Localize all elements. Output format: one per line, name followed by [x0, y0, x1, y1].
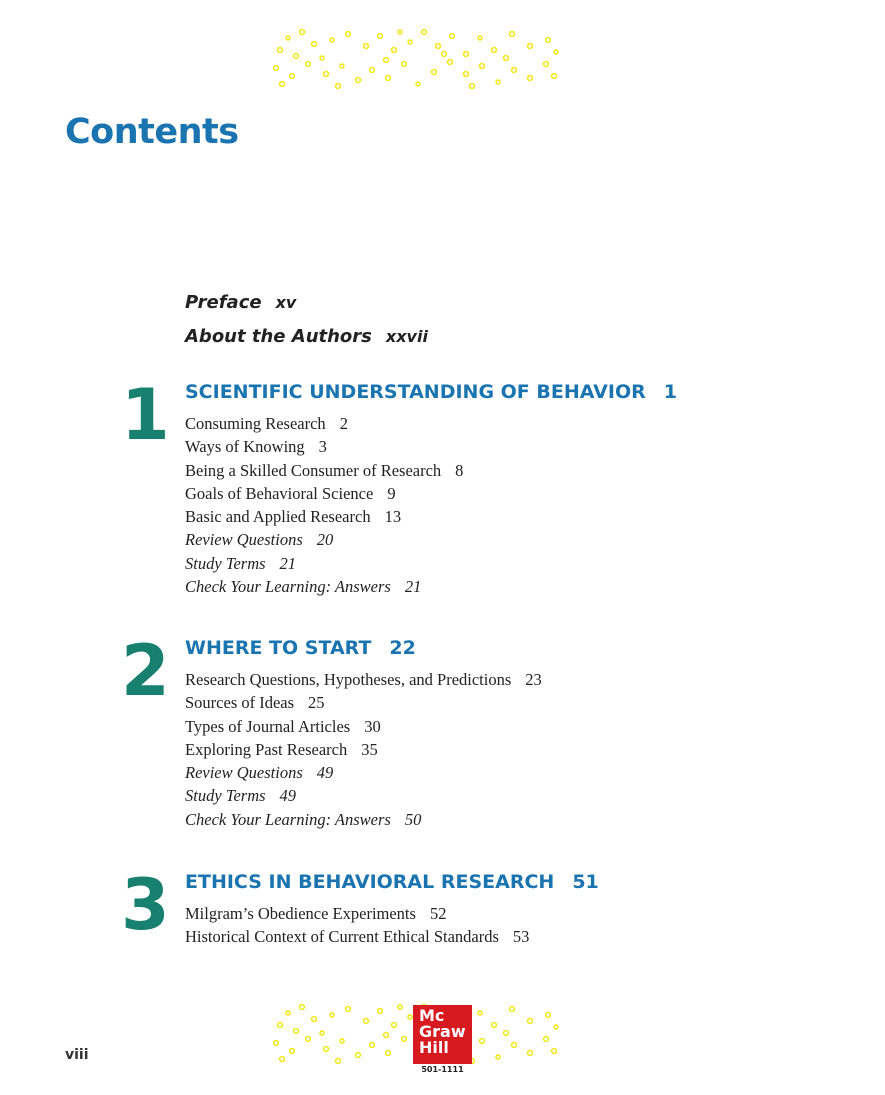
chapter-title-text: WHERE TO START	[185, 637, 372, 659]
decorative-dot	[324, 72, 329, 77]
decorative-dot	[340, 1039, 344, 1043]
chapter-title[interactable]	[185, 381, 677, 403]
toc-entry-review-questions[interactable]	[185, 761, 542, 784]
toc-entry[interactable]	[185, 459, 463, 482]
decorative-dot	[392, 1023, 397, 1028]
logo-line: Graw	[419, 1022, 466, 1041]
decorative-dot	[478, 1011, 482, 1015]
decorative-dot	[408, 40, 412, 44]
decorative-dot	[324, 1047, 329, 1052]
decorative-dot	[496, 80, 500, 84]
decorative-dot	[546, 1013, 551, 1018]
toc-entry-page: 8	[455, 460, 464, 480]
chapter-title[interactable]	[185, 871, 599, 893]
decorative-dot	[330, 38, 334, 42]
toc-entry-check-answers[interactable]	[185, 575, 463, 598]
toc-entry-label: Check Your Learning: Answers	[185, 577, 391, 597]
toc-entry-label: Types of Journal Articles	[185, 716, 351, 736]
toc-entry[interactable]	[185, 902, 529, 925]
decorative-dot	[312, 42, 317, 47]
decorative-dot	[280, 1057, 285, 1062]
decorative-dot	[320, 1031, 324, 1035]
chapter-entries	[185, 412, 463, 598]
decorative-dot	[470, 84, 475, 89]
decorative-dot	[378, 1009, 383, 1014]
decorative-dot	[278, 48, 283, 53]
toc-entry[interactable]	[185, 435, 463, 458]
toc-entry-study-terms[interactable]	[185, 552, 463, 575]
decorative-dot	[510, 32, 515, 37]
decorative-dot	[510, 1007, 515, 1012]
toc-entry-page: 30	[364, 716, 381, 736]
toc-entry-page: 49	[279, 786, 297, 806]
decorative-dot	[450, 34, 455, 39]
decorative-dot	[364, 1019, 369, 1024]
decorative-dot	[330, 1013, 334, 1017]
page-title: Contents	[65, 112, 239, 152]
front-matter-label: About the Authors	[185, 326, 372, 347]
publisher-logo	[413, 1005, 472, 1064]
decorative-dot	[480, 64, 485, 69]
logo-line: Hill	[419, 1038, 449, 1057]
toc-entry-label: Study Terms	[185, 553, 266, 573]
decorative-dot	[386, 76, 391, 81]
toc-entry-label: Review Questions	[185, 530, 303, 550]
toc-entry-page: 23	[525, 670, 542, 689]
toc-entry-label: Review Questions	[185, 763, 303, 783]
decorative-dot	[320, 56, 324, 60]
decorative-dot	[346, 1007, 351, 1012]
decorative-dot	[432, 70, 437, 75]
logo-line: Mc	[419, 1006, 445, 1025]
front-matter-label: Preface	[185, 292, 262, 313]
chapter-number: 2	[121, 630, 167, 712]
decorative-dot	[528, 1019, 533, 1024]
toc-entry-label: Exploring Past Research	[185, 739, 348, 759]
decorative-dot	[290, 74, 295, 79]
toc-entry-label: Basic and Applied Research	[185, 507, 371, 527]
toc-entry[interactable]	[185, 925, 529, 948]
toc-entry-page: 25	[308, 693, 325, 713]
decorative-dot	[346, 32, 351, 37]
decorative-dot	[402, 62, 407, 67]
toc-entry-review-questions[interactable]	[185, 528, 463, 551]
front-matter-page: xv	[275, 293, 297, 312]
toc-entry-label: Ways of Knowing	[185, 437, 305, 457]
decorative-dot	[464, 72, 469, 77]
decorative-dot	[286, 1011, 290, 1015]
decorative-dot	[336, 1059, 341, 1064]
decorative-dot	[478, 36, 482, 40]
page-number: viii	[65, 1047, 89, 1063]
decorative-dot	[528, 1051, 533, 1056]
front-matter-preface[interactable]	[185, 292, 296, 313]
decorative-dot	[442, 52, 447, 57]
decorative-dot	[398, 1005, 402, 1009]
decorative-dot	[306, 1037, 311, 1042]
toc-entry-label: Sources of Ideas	[185, 693, 295, 713]
decorative-dot	[286, 36, 290, 40]
decorative-dot	[290, 1049, 295, 1054]
decorative-dot	[552, 74, 557, 79]
decorative-dot	[528, 76, 533, 81]
decorative-dot	[340, 64, 344, 68]
decorative-dot	[544, 62, 549, 67]
decorative-dot	[512, 1043, 517, 1048]
toc-entry-label: Consuming Research	[185, 414, 326, 433]
toc-entry[interactable]	[185, 482, 463, 505]
decorative-dot	[436, 44, 441, 49]
decorative-dot	[544, 1037, 549, 1042]
logo-code: 501-1111	[421, 1065, 464, 1074]
decorative-dot-pattern-top	[268, 28, 560, 90]
toc-entry-page: 49	[316, 763, 334, 783]
toc-entry-study-terms[interactable]	[185, 784, 542, 807]
decorative-dot	[386, 1051, 391, 1056]
decorative-dot	[300, 30, 305, 35]
chapter-title-text: ETHICS IN BEHAVIORAL RESEARCH	[185, 871, 555, 893]
chapter-number: 1	[121, 374, 167, 456]
chapter-title-text: SCIENTIFIC UNDERSTANDING OF BEHAVIOR	[185, 381, 646, 403]
decorative-dot	[504, 56, 509, 61]
decorative-dot	[356, 1053, 361, 1058]
toc-entry-label: Research Questions, Hypotheses, and Predictions	[185, 670, 512, 689]
decorative-dot	[492, 48, 497, 53]
decorative-dot	[392, 48, 397, 53]
toc-entry[interactable]	[185, 412, 463, 435]
decorative-dot	[278, 1023, 283, 1028]
decorative-dot	[496, 1055, 500, 1059]
decorative-dot	[294, 54, 299, 59]
chapter-title[interactable]	[185, 637, 416, 659]
decorative-dot	[294, 1029, 299, 1034]
decorative-dot	[312, 1017, 317, 1022]
decorative-dot	[300, 1005, 305, 1010]
chapter-entries	[185, 902, 529, 949]
toc-entry-label: Milgram’s Obedience Experiments	[185, 904, 416, 923]
toc-entry[interactable]	[185, 738, 542, 761]
decorative-dot	[356, 78, 361, 83]
toc-entry-label: Goals of Behavioral Science	[185, 483, 374, 503]
toc-entry[interactable]	[185, 668, 542, 691]
decorative-dot	[384, 1033, 389, 1038]
toc-entry-page: 3	[318, 437, 327, 457]
decorative-dot	[370, 68, 375, 73]
toc-entry-label: Being a Skilled Consumer of Research	[185, 460, 442, 480]
toc-entry-label: Historical Context of Current Ethical Standards	[185, 927, 499, 947]
chapter-page: 1	[663, 381, 677, 403]
chapter-page: 22	[389, 637, 416, 659]
decorative-dot	[384, 58, 389, 63]
toc-entry-page: 21	[279, 553, 297, 573]
toc-entry-page: 50	[404, 809, 422, 829]
front-matter-page: xxvii	[385, 327, 428, 346]
toc-entry-label: Check Your Learning: Answers	[185, 809, 391, 829]
decorative-dot	[378, 34, 383, 39]
decorative-dot	[274, 66, 279, 71]
chapter-number: 3	[121, 864, 167, 946]
decorative-dot	[370, 1043, 375, 1048]
decorative-dot	[554, 1025, 558, 1029]
toc-entry-check-answers[interactable]	[185, 808, 542, 831]
chapter-page: 51	[572, 871, 599, 893]
decorative-dot	[402, 1037, 407, 1042]
decorative-dot	[398, 30, 402, 34]
decorative-dot	[546, 38, 551, 43]
decorative-dot	[504, 1031, 509, 1036]
decorative-dot	[492, 1023, 497, 1028]
toc-entry-page: 9	[387, 483, 396, 503]
toc-entry-label: Study Terms	[185, 786, 266, 806]
toc-entry-page: 13	[384, 507, 402, 527]
decorative-dot	[552, 1049, 557, 1054]
decorative-dot	[306, 62, 311, 67]
decorative-dot	[528, 44, 533, 49]
decorative-dot	[364, 44, 369, 49]
decorative-dot	[448, 60, 453, 65]
toc-entry[interactable]	[185, 505, 463, 528]
decorative-dot	[480, 1039, 485, 1044]
toc-entry-page: 21	[404, 577, 422, 597]
decorative-dot	[422, 30, 427, 35]
decorative-dot	[274, 1041, 279, 1046]
chapter-entries	[185, 668, 542, 831]
toc-entry[interactable]	[185, 691, 542, 714]
toc-entry-page: 20	[316, 530, 334, 550]
decorative-dot	[464, 52, 469, 57]
front-matter-about-authors[interactable]	[185, 326, 428, 347]
decorative-dot	[408, 1015, 412, 1019]
toc-entry-page: 52	[429, 904, 447, 923]
toc-entry-page: 53	[512, 927, 530, 947]
decorative-dot	[280, 82, 285, 87]
decorative-dot	[416, 82, 420, 86]
decorative-dot	[554, 50, 558, 54]
decorative-dot	[336, 84, 341, 89]
toc-entry-page: 2	[339, 414, 348, 433]
decorative-dot	[512, 68, 517, 73]
toc-entry[interactable]	[185, 715, 542, 738]
toc-entry-page: 35	[361, 739, 378, 759]
